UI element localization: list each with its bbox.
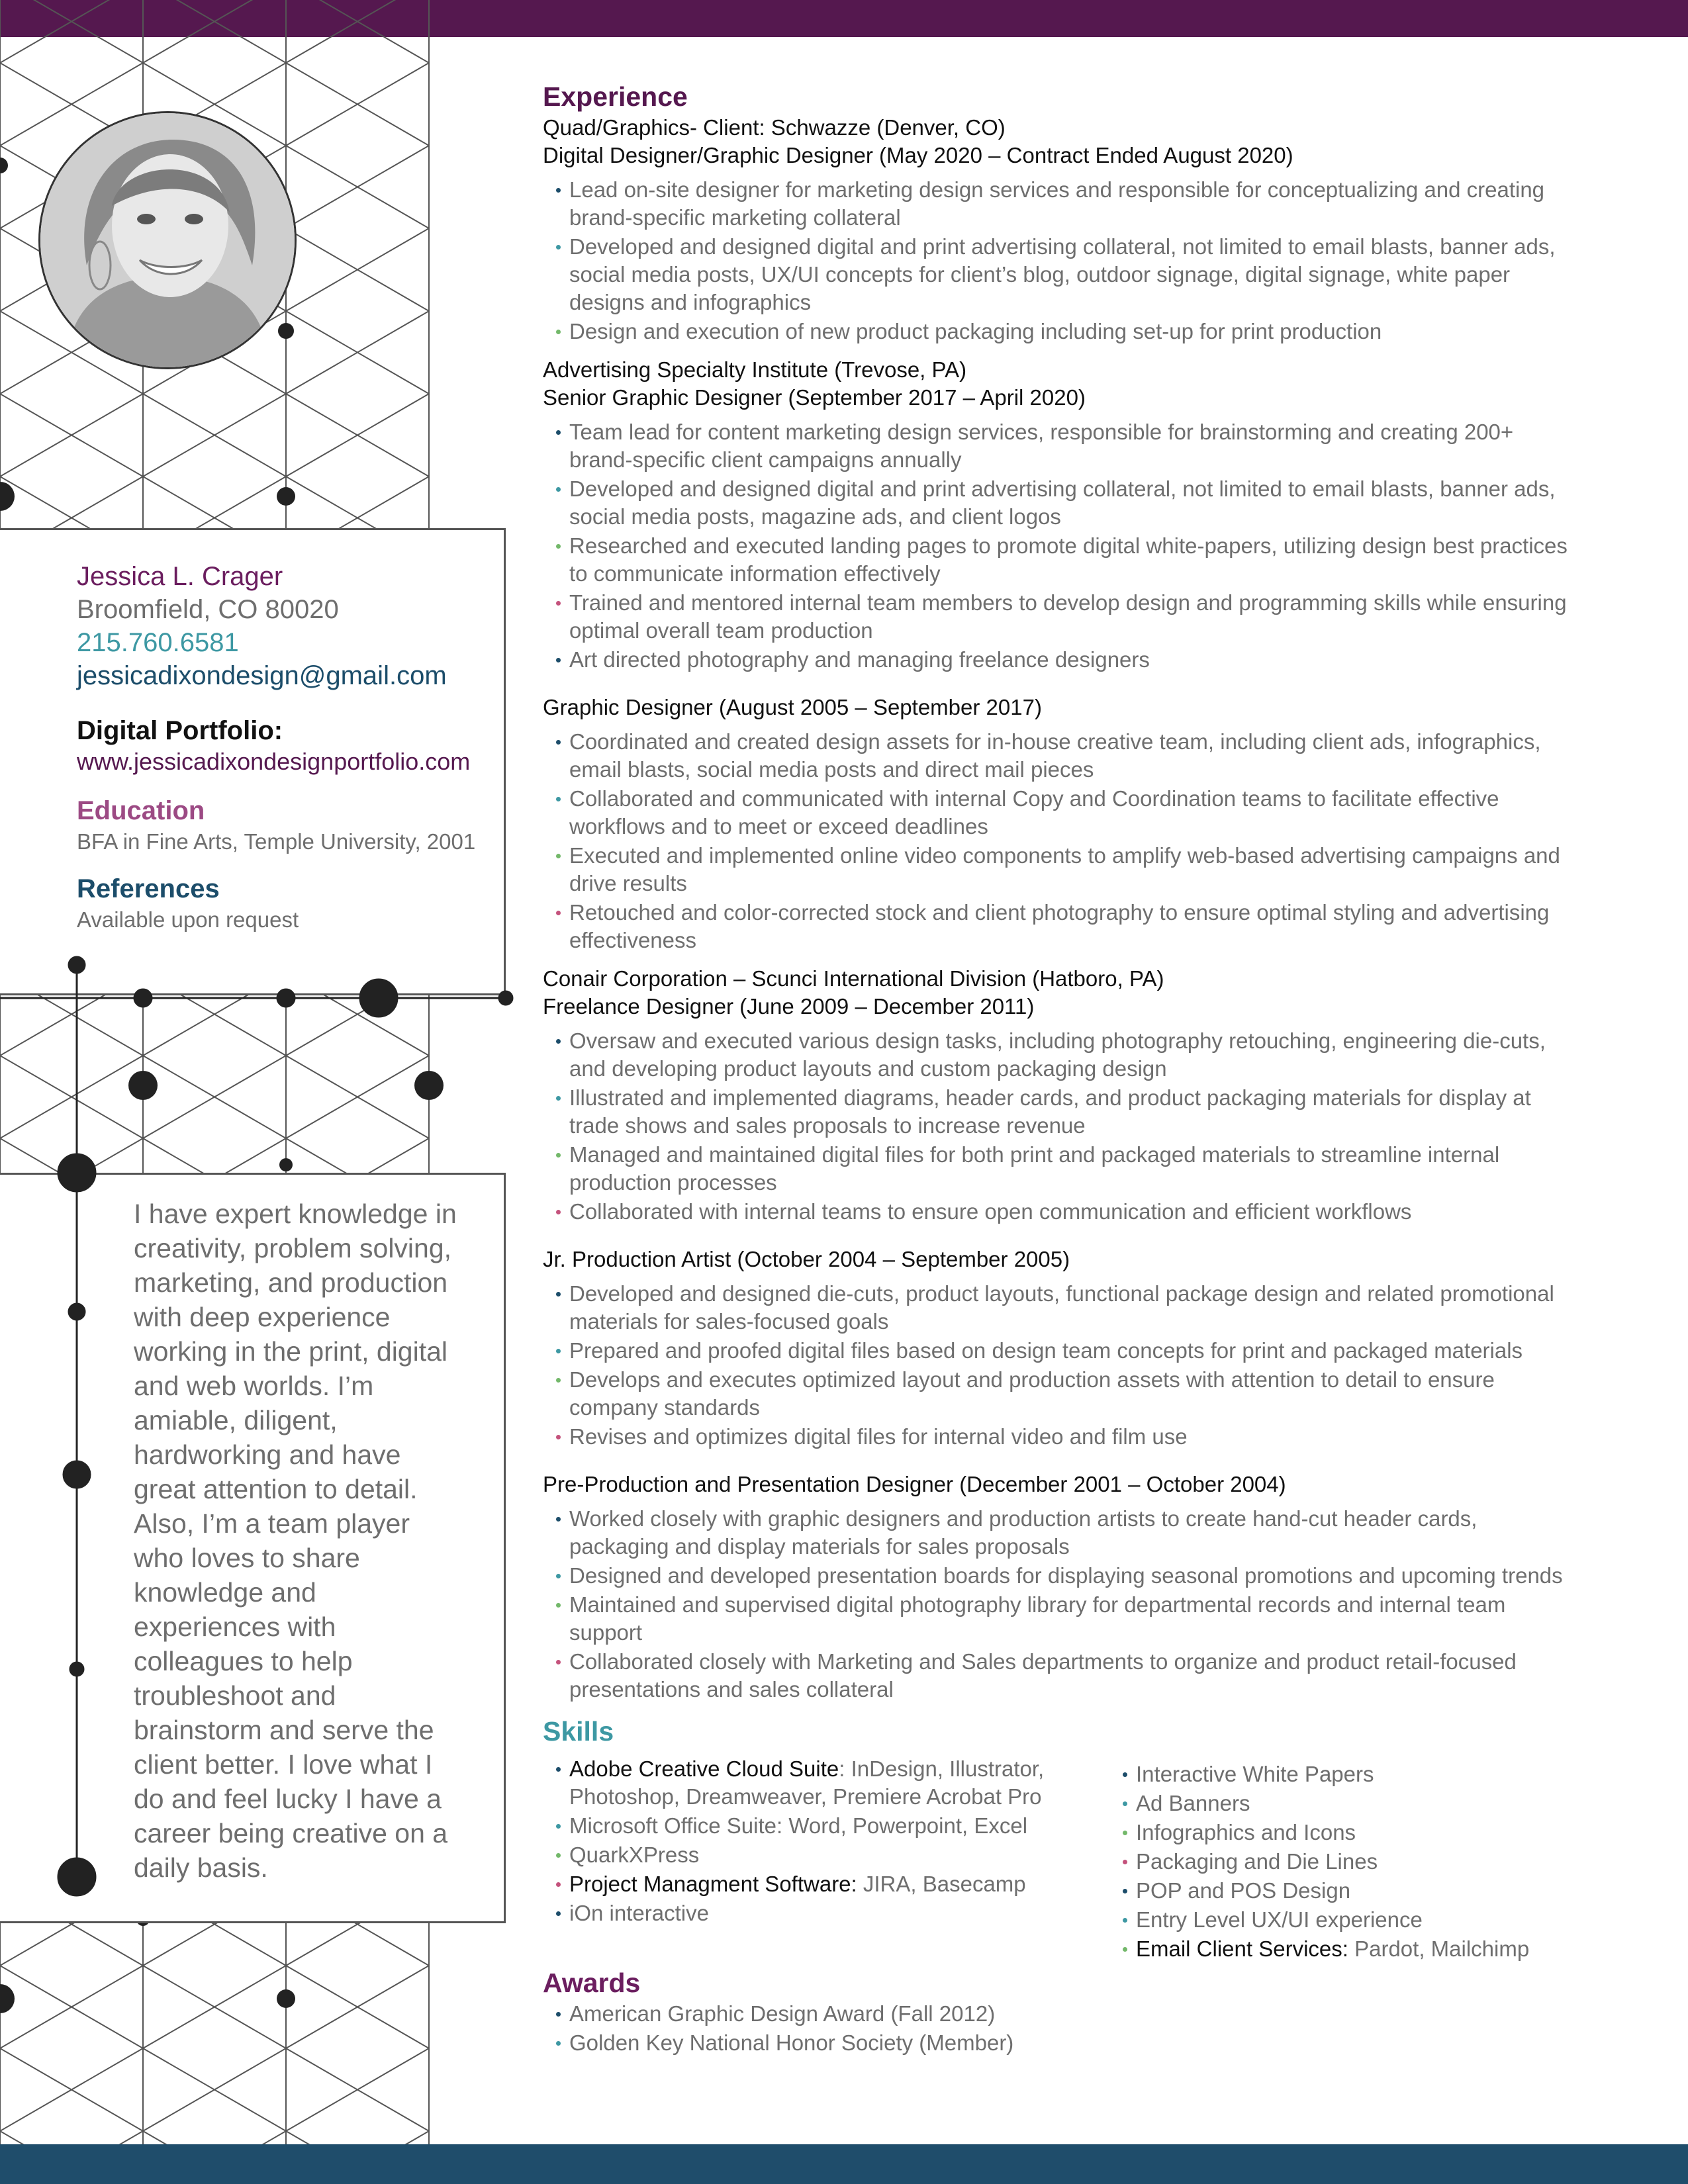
job-company: Quad/Graphics- Client: Schwazze (Denver, CO) bbox=[543, 115, 1006, 140]
job-bullet: Researched and executed landing pages to promote digital white-papers, utilizing design best practices to communicate information effectively bbox=[543, 532, 1575, 588]
skill-detail: Pardot, Mailchimp bbox=[1348, 1936, 1530, 1961]
skill-detail: Packaging and Die Lines bbox=[1136, 1849, 1378, 1874]
job-bullet: Art directed photography and managing freelance designers bbox=[543, 646, 1575, 674]
skill-item bbox=[543, 1870, 1112, 1898]
contact-name: Jessica L. Crager bbox=[77, 562, 283, 591]
job-bullets bbox=[543, 1027, 1575, 1226]
skill-item bbox=[1109, 1935, 1573, 1963]
pattern-node bbox=[278, 323, 294, 339]
skill-label: Project Managment Software: bbox=[569, 1872, 857, 1896]
pattern-node bbox=[0, 482, 15, 511]
skill-item bbox=[1109, 1877, 1573, 1905]
experience-list bbox=[543, 114, 1575, 1704]
pattern-node bbox=[277, 1989, 295, 2008]
skill-detail: iOn interactive bbox=[569, 1901, 709, 1925]
job-entry bbox=[543, 114, 1575, 345]
references-heading: References bbox=[77, 874, 220, 903]
skills-heading: Skills bbox=[543, 1716, 614, 1747]
pattern-node bbox=[0, 1984, 15, 2013]
award-item: Golden Key National Honor Society (Member) bbox=[543, 2029, 1575, 2057]
education-heading: Education bbox=[77, 796, 205, 825]
pattern-node bbox=[0, 158, 8, 173]
contact-phone[interactable]: 215.760.6581 bbox=[77, 628, 239, 657]
awards-heading: Awards bbox=[543, 1968, 641, 1998]
skill-detail: QuarkXPress bbox=[569, 1843, 700, 1867]
skill-label: Email Client Services: bbox=[1136, 1936, 1348, 1961]
contact-info bbox=[77, 560, 500, 934]
skill-detail: POP and POS Design bbox=[1136, 1878, 1351, 1903]
pattern-node bbox=[414, 1071, 444, 1100]
job-bullet: Coordinated and created design assets for in-house creative team, including client ads, infographics, email blasts, social media posts and direct mail pieces bbox=[543, 728, 1575, 784]
job-bullet: Develops and executes optimized layout and production assets with attention to detail to ensure company standards bbox=[543, 1366, 1575, 1422]
job-bullet: Designed and developed presentation boards for displaying seasonal promotions and upcoming trends bbox=[543, 1562, 1575, 1590]
job-bullet: Collaborated closely with Marketing and Sales departments to organize and product retail-focused presentations and sales collateral bbox=[543, 1648, 1575, 1704]
portfolio-label: Digital Portfolio: bbox=[77, 716, 283, 745]
contact-email[interactable]: jessicadixondesign@gmail.com bbox=[77, 661, 447, 690]
job-company: Conair Corporation – Scunci International Division (Hatboro, PA) bbox=[543, 966, 1164, 991]
skill-detail: Infographics and Icons bbox=[1136, 1820, 1356, 1844]
job-bullets bbox=[543, 418, 1575, 674]
job-entry bbox=[543, 1246, 1575, 1451]
job-bullet: Oversaw and executed various design tasks, including photography retouching, engineering die-cuts, and developing product layouts and custom packaging design bbox=[543, 1027, 1575, 1083]
skill-item bbox=[1109, 1790, 1573, 1817]
job-role: Graphic Designer (August 2005 – September 2017) bbox=[543, 695, 1042, 719]
job-bullets bbox=[543, 176, 1575, 345]
profile-photo bbox=[38, 111, 297, 369]
job-bullet: Illustrated and implemented diagrams, header cards, and product packaging materials for display at trade shows and sales proposals to increase revenue bbox=[543, 1084, 1575, 1140]
job-bullets bbox=[543, 728, 1575, 954]
skill-label: Adobe Creative Cloud Suite bbox=[569, 1756, 839, 1781]
job-entry bbox=[543, 1471, 1575, 1704]
skill-item bbox=[543, 1841, 1112, 1869]
job-role: Senior Graphic Designer (September 2017 – April 2020) bbox=[543, 385, 1086, 410]
job-bullet: Developed and designed digital and print advertising collateral, not limited to email blasts, banner ads, social media posts, magazine ads, and client logos bbox=[543, 475, 1575, 531]
job-bullet: Executed and implemented online video components to amplify web-based advertising campaigns and drive results bbox=[543, 842, 1575, 897]
job-bullet: Worked closely with graphic designers and production artists to create hand-cut header cards, packaging and display materials for sales proposals bbox=[543, 1505, 1575, 1561]
skill-detail: Interactive White Papers bbox=[1136, 1762, 1374, 1786]
job-bullet: Developed and designed digital and print advertising collateral, not limited to email blasts, banner ads, social media posts, UX/UI concepts for client’s blog, outdoor signage, digital signage, white paper designs and infographics bbox=[543, 233, 1575, 316]
job-bullet: Retouched and color-corrected stock and client photography to ensure optimal styling and advertising effectiveness bbox=[543, 899, 1575, 954]
job-bullet: Team lead for content marketing design services, responsible for brainstorming and creating 200+ brand-specific client campaigns annually bbox=[543, 418, 1575, 474]
pattern-diagonal-line bbox=[143, 0, 286, 63]
skills-right-list bbox=[1109, 1760, 1573, 1964]
pattern-node bbox=[128, 1071, 158, 1100]
skill-detail: JIRA, Basecamp bbox=[857, 1872, 1026, 1896]
skill-item bbox=[1109, 1819, 1573, 1846]
job-bullet: Collaborated and communicated with internal Copy and Coordination teams to facilitate effective workflows and to meet or exceed deadlines bbox=[543, 785, 1575, 841]
job-bullets bbox=[543, 1280, 1575, 1451]
contact-address: Broomfield, CO 80020 bbox=[77, 595, 339, 624]
job-entry bbox=[543, 965, 1575, 1226]
education-text: BFA in Fine Arts, Temple University, 2001 bbox=[77, 829, 476, 854]
job-bullet: Maintained and supervised digital photography library for departmental records and internal team support bbox=[543, 1591, 1575, 1647]
job-bullet: Prepared and proofed digital files based on design team concepts for print and packaged materials bbox=[543, 1337, 1575, 1365]
pattern-diagonal-line bbox=[0, 0, 143, 63]
pattern-diagonal-line bbox=[143, 0, 286, 63]
references-text: Available upon request bbox=[77, 907, 299, 932]
job-bullet: Developed and designed die-cuts, product layouts, functional package design and related promotional materials for sales-focused goals bbox=[543, 1280, 1575, 1336]
skills-columns bbox=[543, 1749, 1575, 1959]
main-column bbox=[543, 79, 1575, 2058]
job-entry bbox=[543, 694, 1575, 954]
pattern-diagonal-line bbox=[286, 0, 429, 63]
awards-list bbox=[543, 2000, 1575, 2057]
experience-heading: Experience bbox=[543, 81, 688, 112]
skill-item bbox=[1109, 1760, 1573, 1788]
pattern-diagonal-line bbox=[0, 0, 143, 63]
skill-item bbox=[1109, 1848, 1573, 1876]
job-role: Jr. Production Artist (October 2004 – September 2005) bbox=[543, 1247, 1070, 1271]
skill-item bbox=[543, 1899, 1112, 1927]
profile-photo-image bbox=[40, 113, 295, 367]
portfolio-link[interactable]: www.jessicadixondesignportfolio.com bbox=[77, 748, 471, 775]
job-bullets bbox=[543, 1505, 1575, 1704]
job-entry bbox=[543, 356, 1575, 674]
skill-detail: Microsoft Office Suite: Word, Powerpoint, Excel bbox=[569, 1813, 1028, 1838]
job-role: Pre-Production and Presentation Designer (December 2001 – October 2004) bbox=[543, 1472, 1286, 1496]
bio-text: I have expert knowledge in creativity, problem solving, marketing, and production with deep experience working in the print, digital and web worlds. I’m amiable, diligent, hardworking and have great attention to detail. Also, I’m a team player who loves to share knowledge and experiences with colleagues to help troubleshoot and brainstorm and serve the client better. I love what I do and feel lucky I have a career being creative on a daily basis. bbox=[134, 1199, 457, 1883]
job-role: Digital Designer/Graphic Designer (May 2020 – Contract Ended August 2020) bbox=[543, 143, 1293, 167]
job-company: Advertising Specialty Institute (Trevose, PA) bbox=[543, 357, 967, 382]
skill-item bbox=[543, 1755, 1112, 1811]
pattern-node bbox=[279, 1158, 293, 1171]
job-bullet: Trained and mentored internal team members to develop design and programming skills while ensuring optimal overall team production bbox=[543, 589, 1575, 645]
skill-detail: : InDesign, Illustrator, Photoshop, Dreamweaver, Premiere Acrobat Pro bbox=[569, 1756, 1045, 1809]
job-bullet: Revises and optimizes digital files for internal video and film use bbox=[543, 1423, 1575, 1451]
pattern-diagonal-line bbox=[286, 0, 429, 63]
job-bullet: Lead on-site designer for marketing design services and responsible for conceptualizing and creating brand-specific marketing collateral bbox=[543, 176, 1575, 232]
job-role: Freelance Designer (June 2009 – December 2011) bbox=[543, 994, 1035, 1019]
pattern-node bbox=[277, 487, 295, 506]
bottom-color-bar bbox=[0, 2144, 1688, 2184]
award-item: American Graphic Design Award (Fall 2012) bbox=[543, 2000, 1575, 2028]
job-bullet: Managed and maintained digital files for both print and packaged materials to streamline internal production processes bbox=[543, 1141, 1575, 1197]
job-bullet: Design and execution of new product packaging including set-up for print production bbox=[543, 318, 1575, 345]
skill-item bbox=[1109, 1906, 1573, 1934]
skill-detail: Entry Level UX/UI experience bbox=[1136, 1907, 1423, 1932]
job-bullet: Collaborated with internal teams to ensure open communication and efficient workflows bbox=[543, 1198, 1575, 1226]
skill-detail: Ad Banners bbox=[1136, 1791, 1250, 1815]
skills-left-list bbox=[543, 1755, 1112, 1929]
skill-item bbox=[543, 1812, 1112, 1840]
